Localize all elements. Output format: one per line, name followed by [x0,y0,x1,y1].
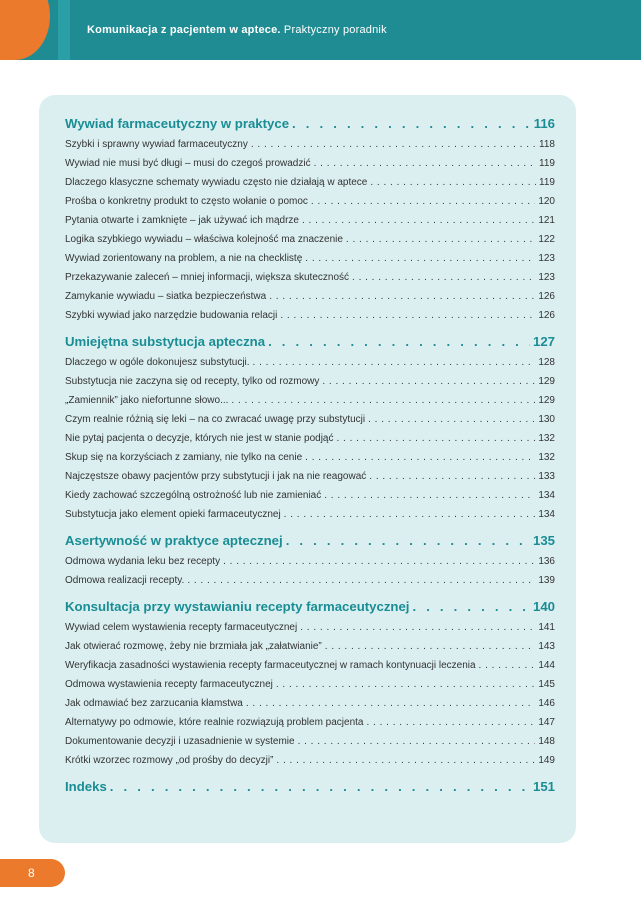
toc-entry[interactable] [65,211,555,230]
leader-dots [479,656,536,675]
entry-title: „Zamiennik” jako niefortunne słowo... [65,395,229,406]
entry-page-number: 119 [539,158,555,169]
entry-page-number: 129 [538,395,555,406]
section-title: Wywiad farmaceutyczny w praktyce [65,116,290,131]
toc-entry[interactable] [65,249,555,268]
entry-page-number: 132 [538,452,555,463]
leader-dots [298,732,536,751]
leader-dots [286,530,530,552]
section-page-number: 127 [532,334,555,349]
table-of-contents [65,113,555,798]
entry-title: Jak otwierać rozmowę, żeby nie brzmiała jak „załatwianie” [65,641,322,652]
entry-page-number: 123 [538,272,555,283]
toc-entry[interactable] [65,486,555,505]
leader-dots [305,448,535,467]
running-title-rest: Praktyczny poradnik [280,24,387,36]
leader-dots [292,113,531,135]
leader-dots [336,429,535,448]
toc-entry[interactable] [65,675,555,694]
leader-dots [268,331,530,353]
section-title: Umiejętna substytucja apteczna [65,334,266,349]
page-header [0,0,641,60]
entry-title: Skup się na korzyściach z zamiany, nie tylko na cenie [65,452,303,463]
header-corner-shape [0,0,50,60]
entry-title: Nie pytaj pacjenta o decyzje, których nie jest w stanie podjąć [65,433,334,444]
toc-entry[interactable] [65,192,555,211]
toc-section-heading[interactable] [65,596,555,618]
toc-entry[interactable] [65,552,555,571]
section-title: Indeks [65,779,107,794]
section-page-number: 116 [533,116,555,131]
entry-page-number: 130 [538,414,555,425]
toc-section-heading[interactable] [65,530,555,552]
entry-title: Krótki wzorzec rozmowy „od prośby do decyzji” [65,755,274,766]
entry-title: Dlaczego klasyczne schematy wywiadu często nie działają w aptece [65,177,368,188]
toc-entry[interactable] [65,287,555,306]
entry-page-number: 122 [538,234,555,245]
entry-title: Substytucja jako element opieki farmaceutycznej [65,509,281,520]
leader-dots [325,637,536,656]
header-stripe [58,0,70,60]
entry-page-number: 121 [538,215,555,226]
leader-dots [368,410,535,429]
leader-dots [251,135,536,154]
entry-page-number: 139 [538,575,555,586]
entry-page-number: 147 [538,717,555,728]
entry-title: Odmowa wystawienia recepty farmaceutycznej [65,679,273,690]
entry-title: Szybki wywiad jako narzędzie budowania relacji [65,310,278,321]
entry-title: Zamykanie wywiadu – siatka bezpieczeństwa [65,291,267,302]
toc-entry[interactable] [65,505,555,524]
entry-title: Pytania otwarte i zamknięte – jak używać ich mądrze [65,215,299,226]
leader-dots [223,552,535,571]
toc-entry[interactable] [65,637,555,656]
leader-dots [253,353,536,372]
entry-page-number: 133 [538,471,555,482]
running-title-bold: Komunikacja z pacjentem w aptece. [87,24,281,36]
entry-page-number: 120 [538,196,555,207]
entry-page-number: 123 [538,253,555,264]
leader-dots [314,154,536,173]
toc-entry[interactable] [65,410,555,429]
entry-page-number: 149 [538,755,555,766]
leader-dots [369,467,535,486]
entry-page-number: 136 [538,556,555,567]
entry-title: Szybki i sprawny wywiad farmaceutyczny [65,139,248,150]
toc-entry[interactable] [65,448,555,467]
running-title [87,24,387,36]
entry-page-number: 132 [538,433,555,444]
entry-title: Odmowa realizacji recepty. [65,575,185,586]
toc-entry[interactable] [65,372,555,391]
leader-dots [412,596,530,618]
toc-entry[interactable] [65,429,555,448]
entry-page-number: 126 [538,310,555,321]
toc-section-heading[interactable] [65,776,555,798]
entry-title: Jak odmawiać bez zarzucania kłamstwa [65,698,243,709]
entry-page-number: 145 [538,679,555,690]
toc-entry[interactable] [65,135,555,154]
entry-title: Przekazywanie zaleceń – mniej informacji, większa skuteczność [65,272,350,283]
leader-dots [246,694,535,713]
entry-title: Alternatywy po odmowie, które realnie rozwiązują problem pacjenta [65,717,364,728]
leader-dots [352,268,535,287]
toc-entry[interactable] [65,154,555,173]
toc-entry[interactable] [65,391,555,410]
entry-page-number: 134 [538,490,555,501]
entry-title: Odmowa wydania leku bez recepty [65,556,221,567]
toc-entry[interactable] [65,732,555,751]
leader-dots [231,391,535,410]
section-page-number: 140 [532,599,555,614]
entry-title: Dokumentowanie decyzji i uzasadnienie w systemie [65,736,295,747]
entry-title: Dlaczego w ogóle dokonujesz substytucji. [65,357,250,368]
entry-page-number: 126 [538,291,555,302]
entry-title: Wywiad zorientowany na problem, a nie na checklistę [65,253,303,264]
leader-dots [346,230,535,249]
leader-dots [276,675,535,694]
toc-entry[interactable] [65,694,555,713]
toc-entry[interactable] [65,656,555,675]
section-title: Konsultacja przy wystawianiu recepty farmaceutycznej [65,599,410,614]
leader-dots [269,287,535,306]
entry-title: Czym realnie różnią się leki – na co zwracać uwagę przy substytucji [65,414,366,425]
leader-dots [305,249,535,268]
entry-title: Najczęstsze obawy pacjentów przy substytucji i jak na nie reagować [65,471,367,482]
entry-page-number: 143 [538,641,555,652]
toc-section-heading[interactable] [65,113,555,135]
entry-title: Prośba o konkretny produkt to często wołanie o pomoc [65,196,308,207]
section-page-number: 135 [532,533,555,548]
entry-page-number: 129 [538,376,555,387]
leader-dots [302,211,535,230]
toc-entry[interactable] [65,306,555,325]
toc-section-heading[interactable] [65,331,555,353]
entry-title: Substytucja nie zaczyna się od recepty, tylko od rozmowy [65,376,320,387]
leader-dots [300,618,535,637]
toc-entry[interactable] [65,353,555,372]
leader-dots [370,173,536,192]
section-title: Asertywność w praktyce aptecznej [65,533,283,548]
toc-entry[interactable] [65,230,555,249]
toc-entry[interactable] [65,571,555,590]
toc-entry[interactable] [65,751,555,770]
toc-entry[interactable] [65,467,555,486]
entry-page-number: 141 [538,622,555,633]
entry-title: Logika szybkiego wywiadu – właściwa kolejność ma znaczenie [65,234,343,245]
entry-title: Wywiad nie musi być długi – musi do czegoś prowadzić [65,158,311,169]
leader-dots [324,486,535,505]
leader-dots [187,571,535,590]
toc-entry[interactable] [65,618,555,637]
entry-page-number: 134 [538,509,555,520]
leader-dots [280,306,535,325]
page-number: 8 [28,866,35,880]
section-page-number: 151 [532,779,555,794]
leader-dots [366,713,535,732]
entry-page-number: 128 [538,357,555,368]
leader-dots [322,372,535,391]
leader-dots [311,192,535,211]
entry-page-number: 119 [539,177,555,188]
entry-page-number: 118 [539,139,555,150]
entry-title: Kiedy zachować szczególną ostrożność lub nie zamieniać [65,490,322,501]
toc-entry[interactable] [65,173,555,192]
toc-entry[interactable] [65,713,555,732]
leader-dots [276,751,535,770]
entry-page-number: 148 [538,736,555,747]
leader-dots [284,505,536,524]
toc-entry[interactable] [65,268,555,287]
entry-title: Weryfikacja zasadności wystawienia recepty farmaceutycznej w ramach kontynuacji leczenia [65,660,476,671]
leader-dots [110,776,530,798]
entry-title: Wywiad celem wystawienia recepty farmaceutycznej [65,622,298,633]
entry-page-number: 146 [538,698,555,709]
entry-page-number: 144 [538,660,555,671]
